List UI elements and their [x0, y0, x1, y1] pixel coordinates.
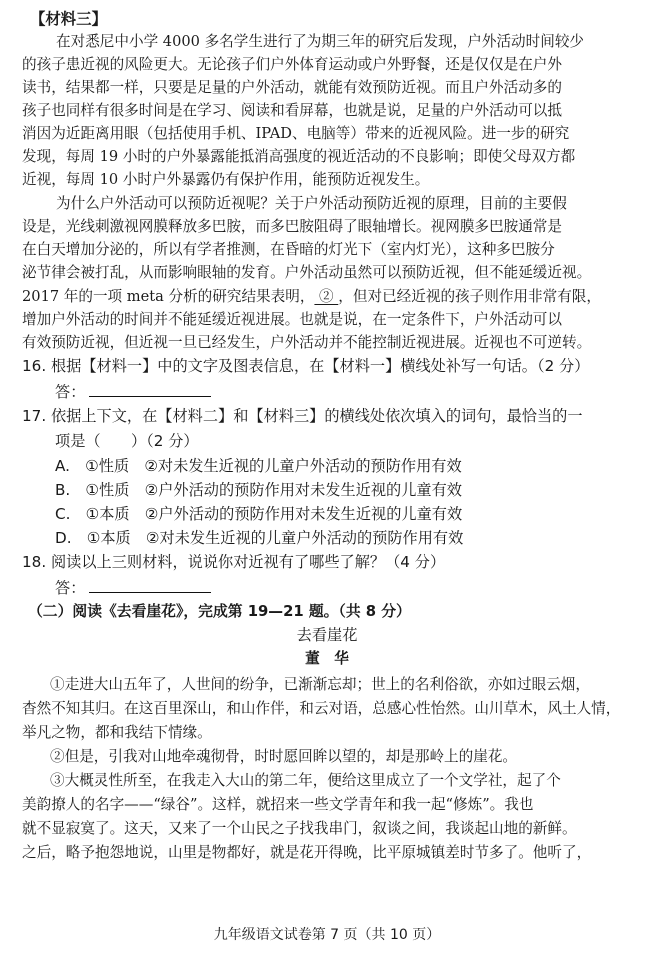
essay-line: ①走进大山五年了，人世间的纷争，已渐渐忘却；世上的名利俗欲，亦如过眼云烟， — [50, 676, 590, 693]
material3-line: 泌节律会被打乱，从而影响眼轴的发育。户外活动虽然可以预防近视，但不能延缓近视。 — [22, 264, 592, 281]
material3-line: 在白天增加分泌的，所以有学者推测，在昏暗的灯光下（室内灯光），这种多巴胺分 — [22, 241, 555, 258]
material3-line: 的孩子患近视的风险更大。无论孩子们户外体育运动或户外野餐，还是仅仅是在户外 — [22, 56, 562, 73]
answer-blank[interactable] — [89, 578, 211, 593]
option-b[interactable]: B. ①性质 ②户外活动的预防作用对未发生近视的儿童有效 — [55, 481, 462, 499]
page-footer: 九年级语文试卷第 7 页（共 10 页） — [213, 927, 441, 943]
material3-line: 在对悉尼中小学 4000 多名学生进行了为期三年的研究后发现，户外活动时间较少 — [56, 33, 585, 50]
answer-blank[interactable] — [89, 382, 211, 397]
meta-text-before: 2017 年的一项 meta 分析的研究结果表明， — [22, 288, 315, 305]
material3-line: 近视，每周 10 小时户外暴露仍有保护作用，能预防近视发生。 — [22, 171, 430, 188]
material3-line: 设是，光线刺激视网膜释放多巴胺，而多巴胺阻碍了眼轴增长。视网膜多巴胺通常是 — [22, 218, 562, 235]
material3-line: 为什么户外活动可以预防近视呢？关于户外活动预防近视的原理，目前的主要假 — [56, 195, 567, 212]
essay-author: 董 华 — [305, 650, 349, 667]
question-18: 18. 阅读以上三则材料，说说你对近视有了哪些了解？（4 分） — [22, 553, 446, 571]
material3-line: 消因为近距离用眼（包括使用手机、IPAD、电脑等）带来的近视风险。进一步的研究 — [22, 125, 570, 142]
material3-meta-line — [22, 286, 601, 308]
question-16: 16. 根据【材料一】中的文字及图表信息，在【材料一】横线处补写一句话。（2 分） — [22, 357, 590, 375]
material3-line: 增加户外活动的时间并不能延缓近视进展。也就是说，在一定条件下，户外活动可以 — [22, 311, 562, 328]
answer-line-18[interactable] — [55, 577, 211, 599]
essay-line: 举凡之物，都和我结下情缘。 — [22, 724, 212, 741]
material3-line: 孩子也同样有很多时间是在学习、阅读和看屏幕，也就是说，足量的户外活动可以抵 — [22, 102, 562, 119]
answer-label: 答： — [55, 579, 86, 597]
essay-line: 之后，略予抱怨地说，山里是物都好，就是花开得晚，比平原城镇差时节多了。他听了， — [22, 844, 592, 861]
blank-2: ② — [314, 288, 339, 305]
material3-line: 有效预防近视，但近视一旦已经发生，户外活动并不能控制近视进展。近视也不可逆转。 — [22, 334, 592, 351]
question-17: 17. 依据上下文，在【材料二】和【材料三】的横线处依次填入的词句，最恰当的一 — [22, 407, 583, 425]
option-d[interactable]: D. ①本质 ②对未发生近视的儿童户外活动的预防作用有效 — [55, 529, 464, 547]
part2-heading: （二）阅读《去看崖花》，完成第 19—21 题。（共 8 分） — [28, 603, 411, 620]
option-c[interactable]: C. ①本质 ②户外活动的预防作用对未发生近视的儿童有效 — [55, 505, 463, 523]
essay-title: 去看崖花 — [296, 626, 358, 644]
essay-line: 杳然不知其归。在这百里深山，和山作伴，和云对语，总感心性怡然。山川草木，风土人情， — [22, 700, 621, 717]
answer-line-16[interactable] — [55, 381, 211, 403]
essay-line: ③大概灵性所至，在我走入大山的第二年，便给这里成立了一个文学社，起了个 — [50, 772, 561, 789]
essay-line: ②但是，引我对山地牵魂彻骨，时时愿回眸以望的，却是那岭上的崖花。 — [50, 748, 518, 765]
essay-line: 美韵撩人的名字——“绿谷”。这样，就招来一些文学青年和我一起“修炼”。我也 — [22, 796, 534, 813]
essay-line: 就不显寂寞了。这天，又来了一个山民之子找我串门，叙谈之间，我谈起山地的新鲜。 — [22, 820, 577, 837]
question-17-continued: 项是（ ）（2 分） — [55, 432, 199, 450]
option-a[interactable]: A. ①性质 ②对未发生近视的儿童户外活动的预防作用有效 — [55, 457, 462, 475]
material3-line: 发现，每周 19 小时的户外暴露能抵消高强度的视近活动的不良影响；即使父母双方都 — [22, 148, 576, 165]
answer-label: 答： — [55, 383, 86, 401]
material3-line: 读书，结果都一样，只要是足量的户外活动，就能有效预防近视。而且户外活动多的 — [22, 79, 562, 96]
meta-text-after: ，但对已经近视的孩子则作用非常有限， — [338, 288, 601, 305]
section-heading: 【材料三】 — [30, 10, 107, 28]
